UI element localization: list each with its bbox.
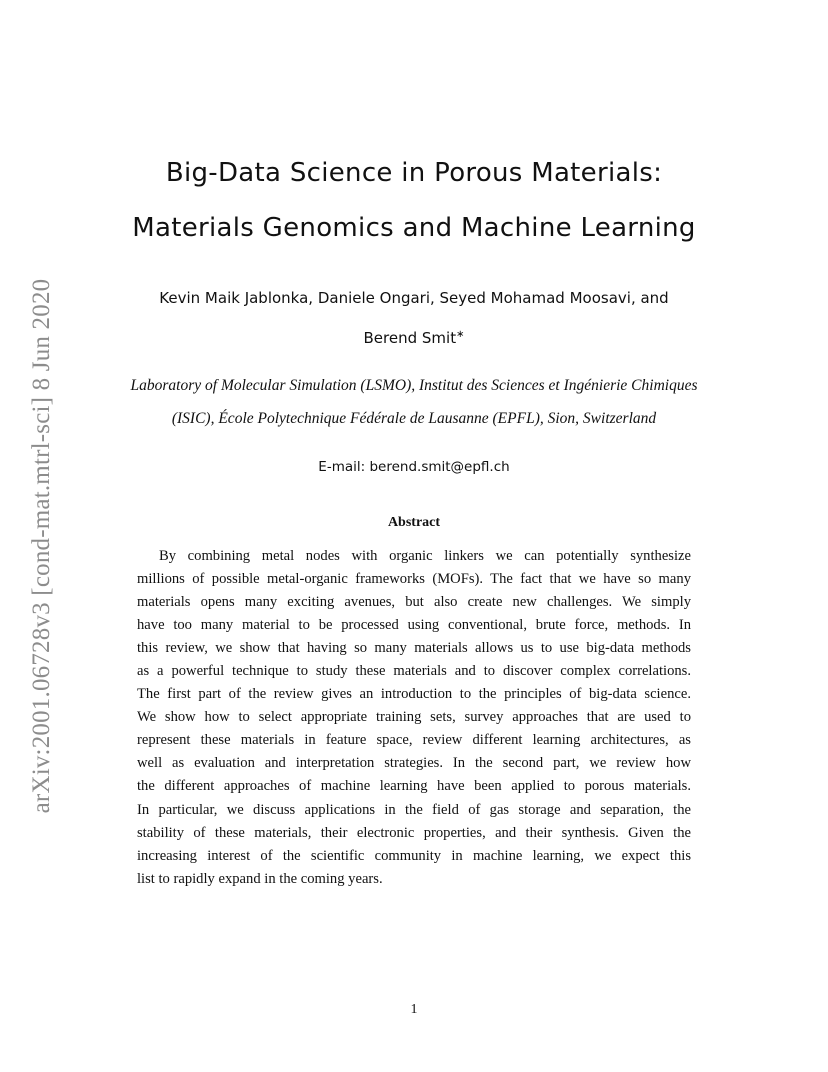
title-line-2: Materials Genomics and Machine Learning [132, 213, 696, 243]
abstract-line: list to rapidly expand in the coming years. [137, 870, 383, 887]
abstract-line: By combining metal nodes with organic linkers we can potentially synthesize [159, 548, 691, 564]
abstract-line: In particular, we discuss applications in the field of gas storage and separation, the [137, 801, 691, 818]
abstract-line: well as evaluation and interpretation strategies. In the second part, we review how [137, 755, 691, 772]
abstract-heading: Abstract [387, 515, 441, 530]
abstract-line: represent these materials in feature space, review different learning architectures, as [137, 732, 691, 749]
authors-line-2 [0, 329, 828, 347]
abstract-line: this review, we show that having so many materials allows us to use big-data methods [137, 640, 691, 657]
abstract-line: the different approaches of machine learning have been applied to porous materials. [137, 778, 691, 795]
author-email: E-mail: berend.smit@epfl.ch [318, 459, 510, 475]
abstract-line: stability of these materials, their electronic properties, and their synthesis. Given the [137, 824, 691, 841]
abstract-line: increasing interest of the scientific community in machine learning, we expect this [137, 847, 691, 864]
authors-line-1: Kevin Maik Jablonka, Daniele Ongari, Seyed Mohamad Moosavi, and [159, 289, 669, 307]
abstract-body [137, 545, 691, 891]
abstract-line: millions of possible metal-organic frameworks (MOFs). The fact that we have so many [137, 571, 691, 588]
abstract-line: as a powerful technique to study these materials and to discover complex correlations. [137, 663, 691, 680]
affiliation-line-1: Laboratory of Molecular Simulation (LSMO), Institut des Sciences et Ingénierie Chimiques [130, 377, 698, 394]
title-line-1: Big-Data Science in Porous Materials: [165, 158, 663, 188]
arxiv-stamp-text: arXiv:2001.06728v3 [cond-mat.mtrl-sci] 8 Jun 2020 [28, 278, 55, 814]
abstract-line: have too many material to be processed using conventional, brute force, methods. In [137, 617, 691, 634]
abstract-line: The first part of the review gives an introduction to the principles of big-data science. [137, 686, 691, 703]
page-number: 1 [410, 1002, 418, 1017]
abstract-line: We show how to select appropriate training sets, survey approaches that are used to [137, 709, 691, 726]
affiliation-line-2: (ISIC), École Polytechnique Fédérale de Lausanne (EPFL), Sion, Switzerland [171, 410, 657, 427]
abstract-line: materials opens many exciting avenues, but also create new challenges. We simply [137, 594, 691, 611]
corresponding-author-mark: ∗ [456, 329, 465, 340]
author-name: Berend Smit [363, 329, 457, 347]
